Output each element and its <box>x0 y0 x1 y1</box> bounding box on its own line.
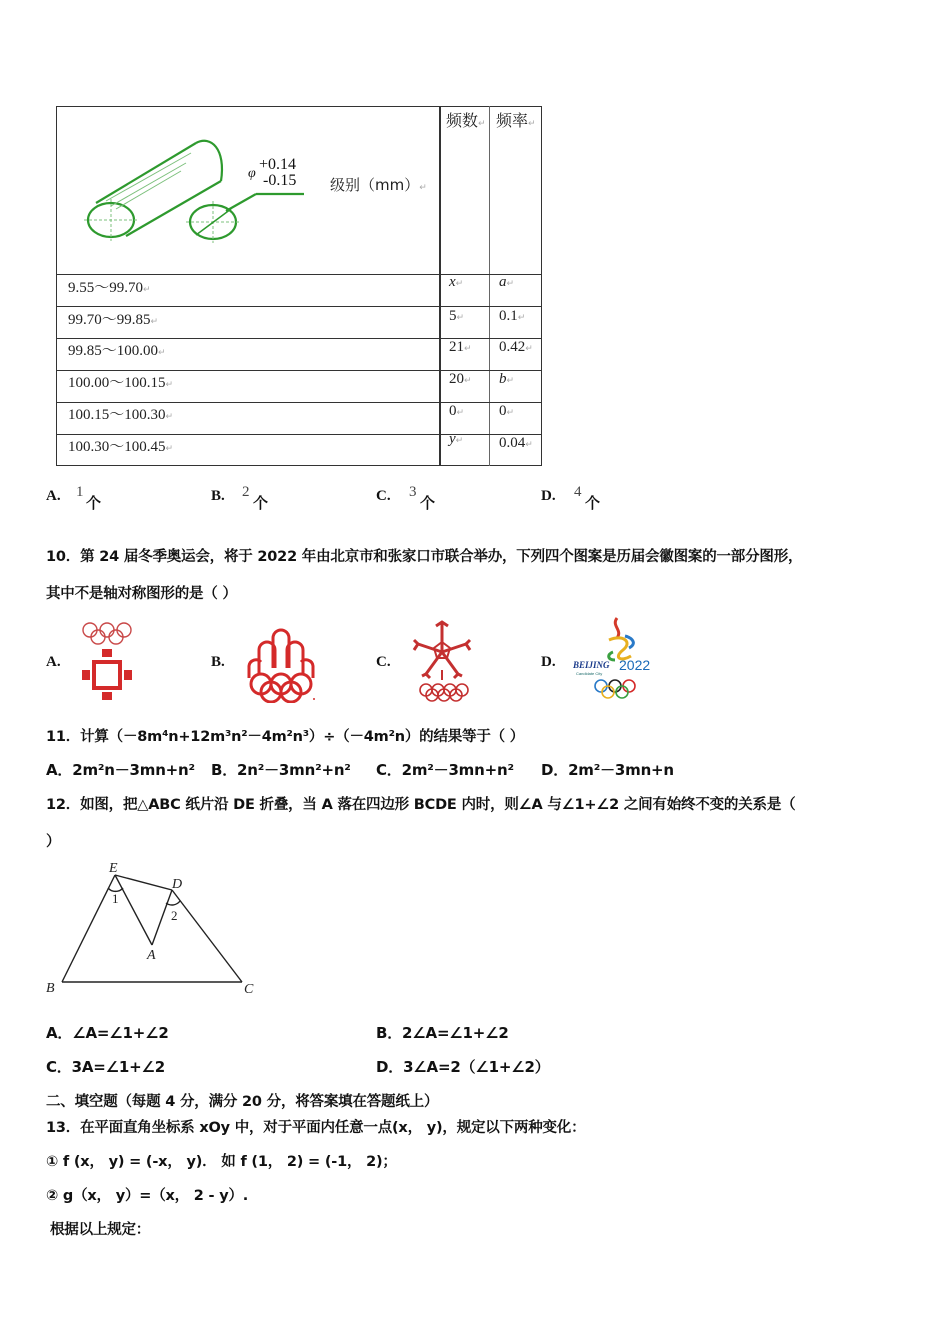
q10-stem-line2: 其中不是轴对称图形的是（ ） <box>46 586 237 602</box>
frequency-cell: x↵ <box>449 274 464 290</box>
q10-stem-line1: 10．第 24 届冬季奥运会，将于 2022 年由北京市和张家口市联合举办，下列四个图案是历届会徽图案的一部分图形， <box>46 549 803 565</box>
table-divider-main <box>439 106 441 466</box>
frequency-cell: 21↵ <box>449 339 472 355</box>
rate-cell: 0↵ <box>499 403 515 419</box>
label-b: B <box>46 981 55 996</box>
q13-prompt: 根据以上规定： <box>50 1222 151 1238</box>
q12-option-b[interactable]: B．2∠A=∠1+∠2 <box>376 1024 509 1042</box>
q9-option-a[interactable]: A. 1 个 <box>46 484 102 512</box>
q9-option-d[interactable]: D. 4 个 <box>541 484 601 512</box>
label-a: A <box>147 948 156 963</box>
q10-option-a[interactable]: A. <box>46 618 156 703</box>
range-cell: 100.00～100.15↵ <box>68 375 174 391</box>
beijing-text: BEIJING <box>573 660 610 670</box>
q13-rule-f: ① f (x， y) = (-x， y)． 如 f (1， 2) = (-1， 2)； <box>46 1154 397 1170</box>
range-cell: 100.15～100.30↵ <box>68 407 174 423</box>
year-text: 2022 <box>619 657 651 673</box>
frequency-table <box>56 106 542 466</box>
frequency-cell: 0↵ <box>449 403 465 419</box>
svg-text:Candidate City: Candidate City <box>576 671 603 676</box>
q9-option-c[interactable]: C. 3 个 <box>376 484 436 512</box>
range-cell: 99.85～100.00↵ <box>68 343 166 359</box>
table-border-top <box>56 106 542 107</box>
rate-cell: a↵ <box>499 274 515 290</box>
q12-stem-line1: 12．如图，把△ABC 纸片沿 DE 折叠，当 A 落在四边形 BCDE 内时，则∠A 与∠1+∠2 之间有始终不变的关系是（ <box>46 797 796 813</box>
row-divider <box>56 274 542 275</box>
rate-header: 频率↵ <box>496 111 536 130</box>
rate-cell: b↵ <box>499 371 515 387</box>
section-heading: 二、填空题（每题 4 分，满分 20 分，将答案填在答题纸上） <box>46 1094 439 1110</box>
q11-stem: 11．计算（－8m⁴n+12m³n²－4m²n³）÷（－4m²n）的结果等于（ ） <box>46 729 525 745</box>
triangle-fold-figure <box>42 855 267 1000</box>
q13-stem: 13．在平面直角坐标系 xOy 中，对于平面内任意一点(x， y)，规定以下两种变化： <box>46 1120 586 1136</box>
phi-symbol: φ <box>248 166 256 181</box>
q12-option-c[interactable]: C．3A=∠1+∠2 <box>46 1058 165 1076</box>
rate-cell: 0.42↵ <box>499 339 533 355</box>
q9-option-b[interactable]: B. 2 个 <box>211 484 269 512</box>
label-d: D <box>172 877 183 892</box>
tolerance-lower: -0.15 <box>263 172 297 189</box>
label-c: C <box>244 982 254 997</box>
montreal-emblem-icon <box>245 628 317 703</box>
grade-header: 级别（mm）↵ <box>330 176 427 194</box>
table-divider-rate <box>489 106 490 466</box>
label-angle-1: 1 <box>112 891 119 906</box>
range-cell: 9.55～99.70↵ <box>68 280 151 296</box>
label-e: E <box>109 861 118 876</box>
frequency-header: 频数↵ <box>446 111 486 130</box>
q13-rule-g: ② g（x， y）=（x， 2 - y）. <box>46 1188 249 1204</box>
q11-option-d[interactable]: D．2m²－3mn+n <box>541 761 674 779</box>
q12-stem-line2: ） <box>46 834 61 850</box>
cylinder-illustration <box>76 131 306 251</box>
q11-option-b[interactable]: B．2n²－3mn²+n² <box>211 761 351 779</box>
range-cell: 99.70～99.85↵ <box>68 312 159 328</box>
range-cell: 100.30～100.45↵ <box>68 439 174 455</box>
rate-cell: 0.04↵ <box>499 435 533 451</box>
calgary-emblem-icon <box>410 618 474 703</box>
table-border-right <box>541 106 542 466</box>
sarajevo-emblem-icon <box>78 618 136 703</box>
beijing-2022-emblem-icon <box>573 612 663 702</box>
q10-option-d[interactable]: D. BEIJING Candidate City 2022 <box>541 612 671 702</box>
label-angle-2: 2 <box>171 908 178 923</box>
q11-option-c[interactable]: C．2m²－3mn+n² <box>376 761 514 779</box>
q10-option-b[interactable]: B. <box>211 618 321 703</box>
table-border-bottom <box>56 465 542 466</box>
frequency-cell: 20↵ <box>449 371 472 387</box>
q12-option-a[interactable]: A．∠A=∠1+∠2 <box>46 1024 169 1042</box>
table-border-left <box>56 106 57 466</box>
frequency-cell: 5↵ <box>449 308 465 324</box>
row-divider <box>56 306 542 307</box>
q11-option-a[interactable]: A．2m²n－3mn+n² <box>46 761 195 779</box>
tolerance-upper: +0.14 <box>259 156 297 173</box>
rate-cell: 0.1↵ <box>499 308 526 324</box>
frequency-cell: y↵ <box>449 431 464 447</box>
q12-option-d[interactable]: D．3∠A=2（∠1+∠2） <box>376 1058 550 1076</box>
q10-option-c[interactable]: C. <box>376 618 486 703</box>
